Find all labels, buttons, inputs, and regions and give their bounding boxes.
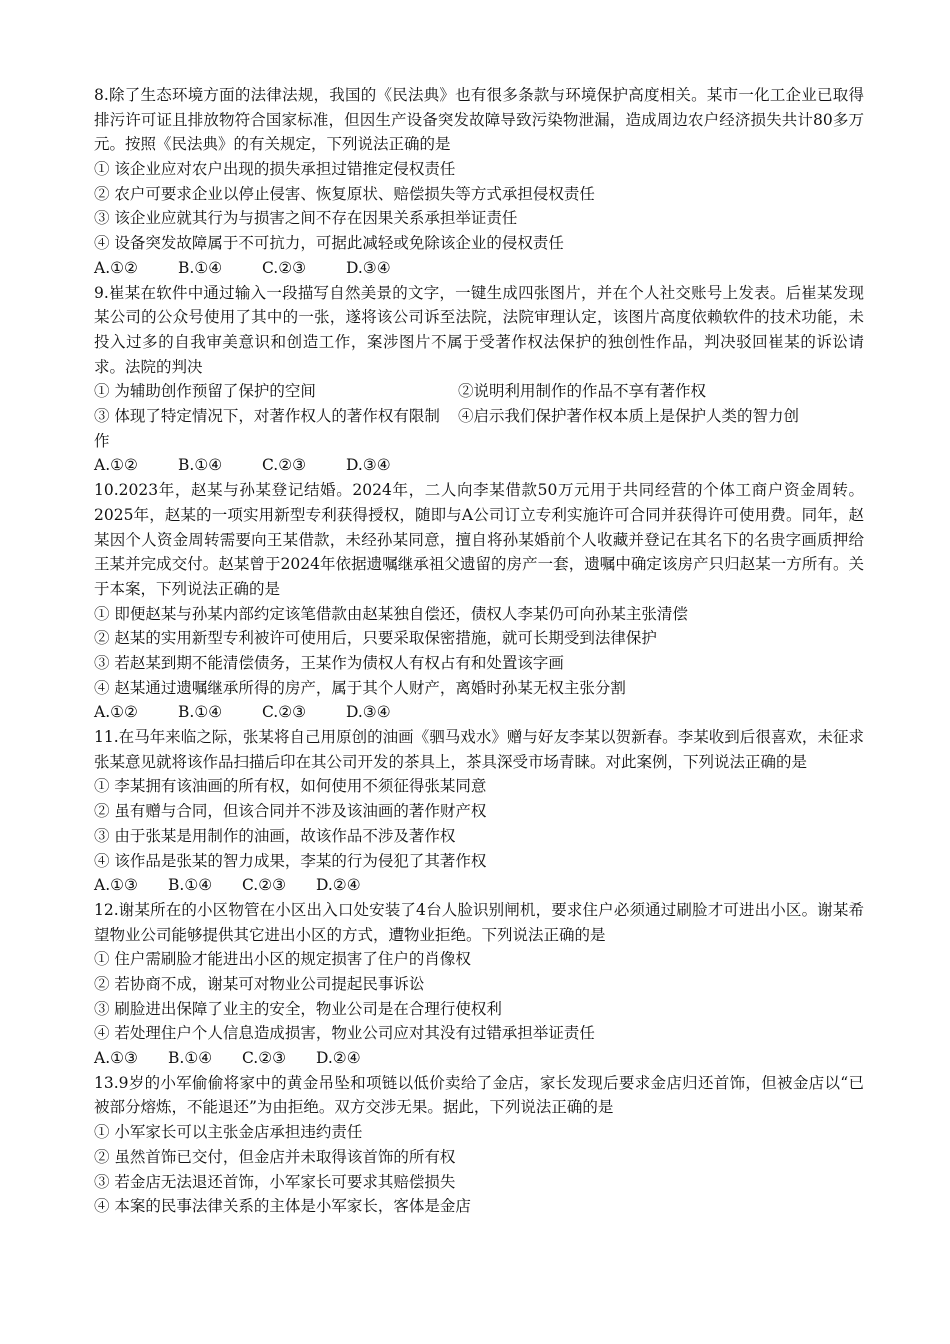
option-1: ① 李某拥有该油画的所有权，如何使用不须征得张某同意 — [94, 777, 487, 796]
question-10 — [94, 478, 864, 725]
option-1: ① 为辅助创作预留了保护的空间 — [94, 382, 316, 401]
choice-a: A.①② — [94, 456, 138, 475]
question-stem: 8.除了生态环境方面的法律法规，我国的《民法典》也有很多条款与环境保护高度相关。某市一化工企业已取得排污许可证且排放物符合国家标准，但因生产设备突发故障导致污染物泄漏，造成周边农户经济损失共计80多万元。按照《民法典》的有关规定，下列说法正确的是 — [94, 86, 864, 154]
question-stem: 13.9岁的小军偷偷将家中的黄金吊坠和项链以低价卖给了金店，家长发现后要求金店归还首饰，但被金店以“已被部分熔炼，不能退还”为由拒绝。双方交涉无果。据此，下列说法正确的是 — [94, 1073, 864, 1117]
option-1: ① 该企业应对农户出现的损失承担过错推定侵权责任 — [94, 160, 456, 179]
choice-d: D.③④ — [346, 456, 391, 475]
option-3: ③ 体现了特定情况下，对著作权人的著作权有限制 — [94, 407, 440, 426]
option-4: ④ 赵某通过遗嘱继承所得的房产，属于其个人财产，离婚时孙某无权主张分割 — [94, 678, 626, 697]
choice-d: D.③④ — [346, 703, 391, 722]
question-stem: 11.在马年来临之际，张某将自己用原创的油画《驷马戏水》赠与好友李某以贺新春。李某收到后很喜欢，未征求张某意见就将该作品扫描后印在其公司开发的茶具上，茶具深受市场青睐。对此案例，下列说法正确的是 — [94, 728, 864, 771]
choice-b: B.①④ — [178, 456, 223, 475]
question-12 — [94, 898, 864, 1071]
question-9 — [94, 281, 864, 479]
choice-d: D.②④ — [316, 1049, 361, 1068]
choice-c: C.②③ — [262, 258, 307, 277]
question-stem: 9.崔某在软件中通过输入一段描写自然美景的文字，一键生成四张图片，并在个人社交账号上发表。后崔某发现某公司的公众号使用了其中的一张，遂将该公司诉至法院，法院审理认定，该图片高度依赖软件的技术功能，未投入过多的自我审美意识和创造工作，案涉图片不属于受著作权法保护的独创性作品，判决驳回崔某的诉讼请求。法院的判决 — [94, 283, 864, 376]
option-2: ② 赵某的实用新型专利被许可使用后，只要采取保密措施，就可长期受到法律保护 — [94, 629, 657, 648]
option-1: ① 即便赵某与孙某内部约定该笔借款由赵某独自偿还，债权人李某仍可向孙某主张清偿 — [94, 604, 688, 623]
exam-page — [94, 83, 864, 1219]
question-stem: 10.2023年，赵某与孙某登记结婚。2024年，二人向李某借款50万元用于共同经营的个体工商户资金周转。2025年，赵某的一项实用新型专利获得授权，随即与A公司订立专利实施许可合同并获得许可使用费。同年，赵某因个人资金周转需要向王某借款，未经孙某同意，擅自将孙某婚前个人收藏并登记在其名下的名贵字画质押给王某并完成交付。赵某曾于2024年依据遗嘱继承祖父遗留的房产一套，遗嘱中确定该房产只归赵某一方所有。关于本案，下列说法正确的是 — [94, 481, 864, 598]
option-3: ③ 该企业应就其行为与损害之间不存在因果关系承担举证责任 — [94, 209, 518, 228]
choice-c: C.②③ — [262, 456, 307, 475]
answer-choices — [94, 1046, 864, 1071]
choice-c: C.②③ — [242, 876, 287, 895]
option-4-continued: 作 — [94, 431, 110, 450]
choice-a: A.①③ — [94, 876, 138, 895]
option-4: ④启示我们保护著作权本质上是保护人类的智力创 — [458, 407, 800, 426]
option-2: ② 农户可要求企业以停止侵害、恢复原状、赔偿损失等方式承担侵权责任 — [94, 184, 595, 203]
option-4: ④ 本案的民事法律关系的主体是小军家长，客体是金店 — [94, 1197, 471, 1216]
answer-choices — [94, 700, 864, 725]
choice-c: C.②③ — [242, 1049, 287, 1068]
choice-d: D.②④ — [316, 876, 361, 895]
option-3: ③ 刷脸进出保障了业主的安全，物业公司是在合理行使权利 — [94, 999, 502, 1018]
question-8 — [94, 83, 864, 281]
question-11 — [94, 725, 864, 898]
choice-b: B.①④ — [168, 876, 213, 895]
question-stem: 12.谢某所在的小区物管在小区出入口处安装了4台人脸识别闸机，要求住户必须通过刷脸才可进出小区。谢某希望物业公司能够提供其它进出小区的方式，遭物业拒绝。下列说法正确的是 — [94, 900, 864, 944]
option-2: ②说明利用制作的作品不享有著作权 — [458, 382, 707, 401]
choice-b: B.①④ — [178, 258, 223, 277]
option-3: ③ 若金店无法退还首饰，小军家长可要求其赔偿损失 — [94, 1172, 456, 1191]
choice-d: D.③④ — [346, 258, 391, 277]
option-4: ④ 设备突发故障属于不可抗力，可据此减轻或免除该企业的侵权责任 — [94, 234, 564, 253]
choice-c: C.②③ — [262, 703, 307, 722]
question-13 — [94, 1071, 864, 1219]
option-1: ① 住户需刷脸才能进出小区的规定损害了住户的肖像权 — [94, 950, 471, 969]
option-3: ③ 由于张某是用制作的油画，故该作品不涉及著作权 — [94, 826, 456, 845]
choice-a: A.①② — [94, 258, 138, 277]
answer-choices — [94, 453, 864, 478]
choice-b: B.①④ — [178, 703, 223, 722]
option-2: ② 虽有赠与合同，但该合同并不涉及该油画的著作财产权 — [94, 802, 487, 821]
option-2: ② 若协商不成，谢某可对物业公司提起民事诉讼 — [94, 975, 425, 993]
option-3: ③ 若赵某到期不能清偿债务，王某作为债权人有权占有和处置该字画 — [94, 654, 564, 672]
answer-choices — [94, 873, 864, 898]
answer-choices — [94, 256, 864, 281]
option-2: ② 虽然首饰已交付，但金店并未取得该首饰的所有权 — [94, 1147, 456, 1166]
option-row — [94, 404, 864, 429]
option-1: ① 小军家长可以主张金店承担违约责任 — [94, 1123, 363, 1142]
choice-a: A.①③ — [94, 1049, 138, 1068]
choice-b: B.①④ — [168, 1049, 213, 1068]
option-row — [94, 379, 864, 404]
option-4: ④ 若处理住户个人信息造成损害，物业公司应对其没有过错承担举证责任 — [94, 1024, 595, 1043]
choice-a: A.①② — [94, 703, 138, 722]
option-4: ④ 该作品是张某的智力成果，李某的行为侵犯了其著作权 — [94, 851, 487, 870]
